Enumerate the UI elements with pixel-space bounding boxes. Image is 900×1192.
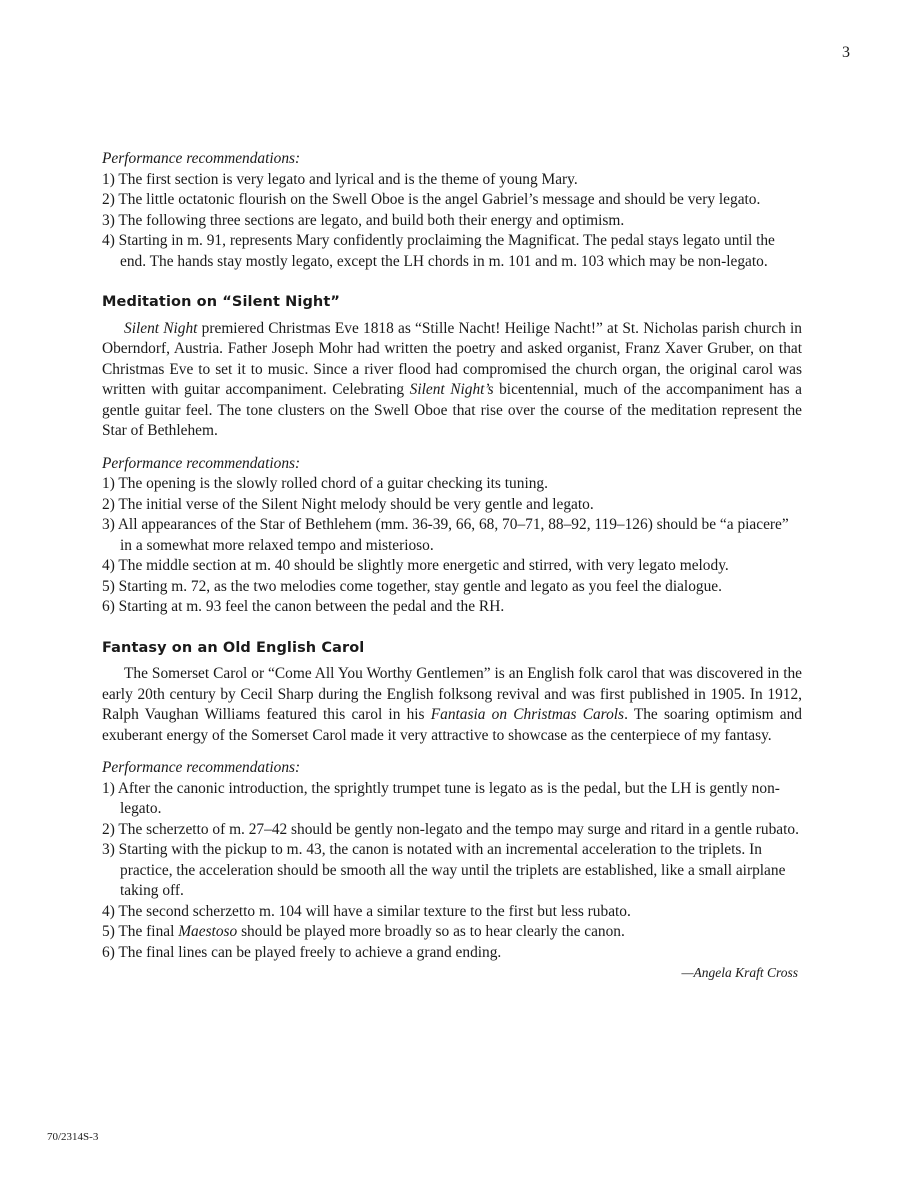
author-attribution: —Angela Kraft Cross bbox=[681, 965, 798, 980]
list-item: 4) Starting in m. 91, represents Mary confidently proclaiming the Magnificat. The pedal stays legato until the end. The hands stay mostly legato, except the LH chords in m. 101 and m. 103 which may be non-legato. bbox=[102, 232, 775, 270]
list-item: 4) The middle section at m. 40 should be slightly more energetic and stirred, with very legato melody. bbox=[102, 557, 729, 574]
list-item: 6) Starting at m. 93 feel the canon between the pedal and the RH. bbox=[102, 598, 505, 615]
section-paragraph bbox=[102, 664, 802, 746]
list-item: 3) The following three sections are legato, and build both their energy and optimism. bbox=[102, 211, 625, 229]
list-item: 3) All appearances of the Star of Bethlehem (mm. 36-39, 66, 68, 70–71, 88–92, 119–126) should be “a piacere” in a somewhat more relaxed tempo and misterioso. bbox=[102, 516, 789, 554]
item-text: should be played more broadly so as to hear clearly the canon. bbox=[237, 923, 625, 940]
document-body bbox=[102, 149, 802, 984]
title-italic: Silent Night bbox=[124, 319, 198, 337]
list-item: 4) The second scherzetto m. 104 will have a similar texture to the first but less rubato. bbox=[102, 902, 631, 920]
list-item: 1) After the canonic introduction, the sprightly trumpet tune is legato as is the pedal, but the LH is gently non-legato. bbox=[102, 779, 780, 817]
list-item: 2) The initial verse of the Silent Night melody should be very gentle and legato. bbox=[102, 495, 594, 513]
list-item: 1) The opening is the slowly rolled chord of a guitar checking its tuning. bbox=[102, 475, 548, 492]
list-item: 1) The first section is very legato and lyrical and is the theme of young Mary. bbox=[102, 170, 578, 188]
performance-recommendations-heading: Performance recommendations: bbox=[102, 454, 301, 472]
section-title-silent-night: Meditation on “Silent Night” bbox=[102, 294, 341, 310]
page-number: 3 bbox=[842, 44, 850, 61]
performance-recommendations-heading: Performance recommendations: bbox=[102, 759, 301, 776]
recommendations-list bbox=[102, 474, 802, 618]
performance-recommendations-heading: Performance recommendations: bbox=[102, 150, 301, 167]
section-title-fantasy: Fantasy on an Old English Carol bbox=[102, 639, 365, 656]
title-italic: Fantasia on Christmas Carols bbox=[430, 706, 625, 723]
list-item: 6) The final lines can be played freely to achieve a grand ending. bbox=[102, 943, 502, 961]
paragraph-text: premiered Christmas Eve 1818 as “Stille Nacht! Heilige Nacht!” at St. Nicholas parish church in Oberndorf, Austria. Father Joseph Mohr had written the poetry and asked organist, Franz Xaver Gruber, on that Christmas Eve to set it to music. Since a river flood had compromised the church organ, the original carol was written with guitar accompaniment. Celebrating bbox=[102, 319, 802, 398]
recommendations-list bbox=[102, 779, 802, 964]
list-item: 2) The scherzetto of m. 27–42 should be gently non-legato and the tempo may surge and ritard in a gentle rubato. bbox=[102, 820, 799, 838]
paragraph-text: bicentennial, much of the accompaniment has a gentle guitar feel. The tone clusters on the Swell Oboe that rise over the course of the meditation represent the Star of Bethlehem. bbox=[102, 381, 803, 439]
recommendations-list bbox=[102, 170, 802, 273]
catalog-number: 70/2314S-3 bbox=[47, 1131, 99, 1143]
tempo-italic: Maestoso bbox=[178, 923, 238, 940]
paragraph-text: . The soaring optimism and exuberant energy of the Somerset Carol made it very attractive to showcase as the centerpiece of my fantasy. bbox=[102, 706, 803, 744]
item-text: 5) The final bbox=[102, 923, 179, 940]
list-item: 3) Starting with the pickup to m. 43, the canon is notated with an incremental acceleration to the triplets. In practice, the acceleration should be smooth all the way until the triplets are established, like a small airplane taking off. bbox=[102, 841, 786, 899]
list-item: 5) Starting m. 72, as the two melodies come together, stay gentle and legato as you feel the dialogue. bbox=[102, 577, 722, 595]
list-item: 2) The little octatonic flourish on the Swell Oboe is the angel Gabriel’s message and should be very legato. bbox=[102, 191, 761, 208]
title-italic: Silent Night’s bbox=[409, 381, 494, 398]
paragraph-text: The Somerset Carol or “Come All You Worthy Gentlemen” is an English folk carol that was discovered in the early 20th century by Cecil Sharp during the English folksong revival and was first published in 1905. In 1912, Ralph Vaughan Williams featured this carol in his bbox=[102, 665, 802, 723]
list-item bbox=[102, 922, 802, 943]
section-paragraph bbox=[102, 319, 802, 442]
